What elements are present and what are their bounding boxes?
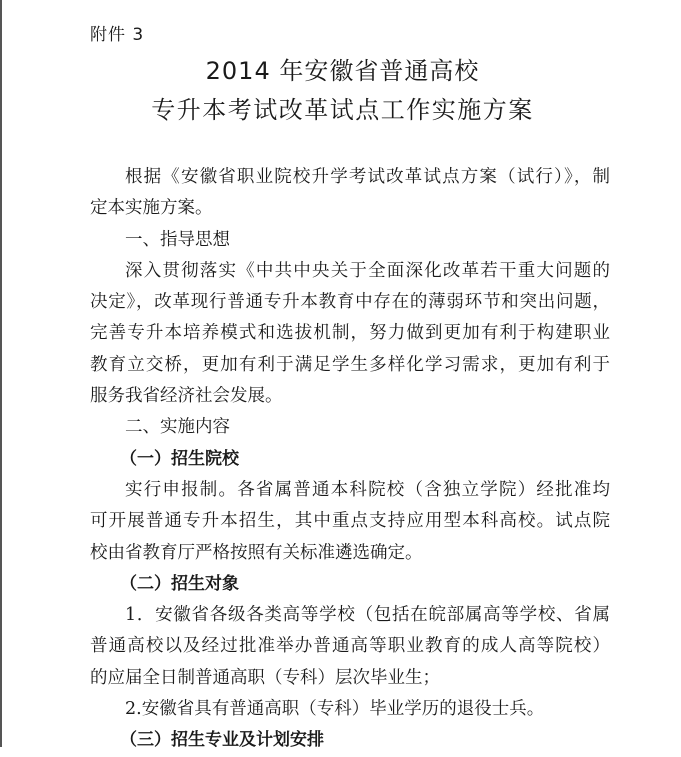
document-title-line1: 2014 年安徽省普通高校 [205,57,480,85]
text-line: 深入贯彻落实《中共中央关于全面深化改革若干重大问题的 [125,260,610,281]
text-line: 教育立交桥，更加有利于满足学生多样化学习需求，更加有利于 [90,354,610,375]
sub2-item1 [90,600,610,694]
intro-paragraph [90,162,610,225]
section-heading-implementation: 二、实施内容 [125,417,230,438]
text-line: 校由省教育厅严格按照有关标准遴选确定。 [90,542,423,563]
text-line: 定本实施方案。 [90,198,213,219]
sub1-paragraph [90,475,610,569]
document-body [90,162,610,757]
text-line: 服务我省经济社会发展。 [90,386,283,407]
text-line: 决定》，改革现行普通专升本教育中存在的薄弱环节和突出问题， [90,292,610,313]
subsection-heading-majors-and-plans: （三）招生专业及计划安排 [120,730,324,751]
text-line: 1．安徽省各级各类高等学校（包括在皖部属高等学校、省属 [125,605,610,626]
document-title-line2: 专升本考试改革试点工作实施方案 [151,96,534,124]
subsection-heading-admission-schools: （一）招生院校 [120,448,239,469]
attachment-label: 附件 3 [90,25,145,45]
text-line: 的应届全日制普通高职（专科）层次毕业生； [90,667,440,688]
text-line: 可开展普通专升本招生，其中重点支持应用型本科高校。试点院 [90,511,610,532]
text-line: 根据《安徽省职业院校升学考试改革试点方案（试行）》，制 [125,167,610,187]
sub2-item2: 2.安徽省具有普通高职（专科）毕业学历的退役士兵。 [125,699,545,720]
subsection-heading-admission-targets: （二）招生对象 [120,573,239,594]
section1-paragraph [90,256,610,412]
text-line: 普通高校以及经过批准举办普通高等职业教育的成人高等院校） [90,636,610,657]
section-heading-guiding-ideology: 一、指导思想 [125,229,230,250]
text-line: 完善专升本培养模式和选拔机制，努力做到更加有利于构建职业 [90,323,610,344]
text-line: 实行申报制。各省属普通本科院校（含独立学院）经批准均 [125,479,610,500]
